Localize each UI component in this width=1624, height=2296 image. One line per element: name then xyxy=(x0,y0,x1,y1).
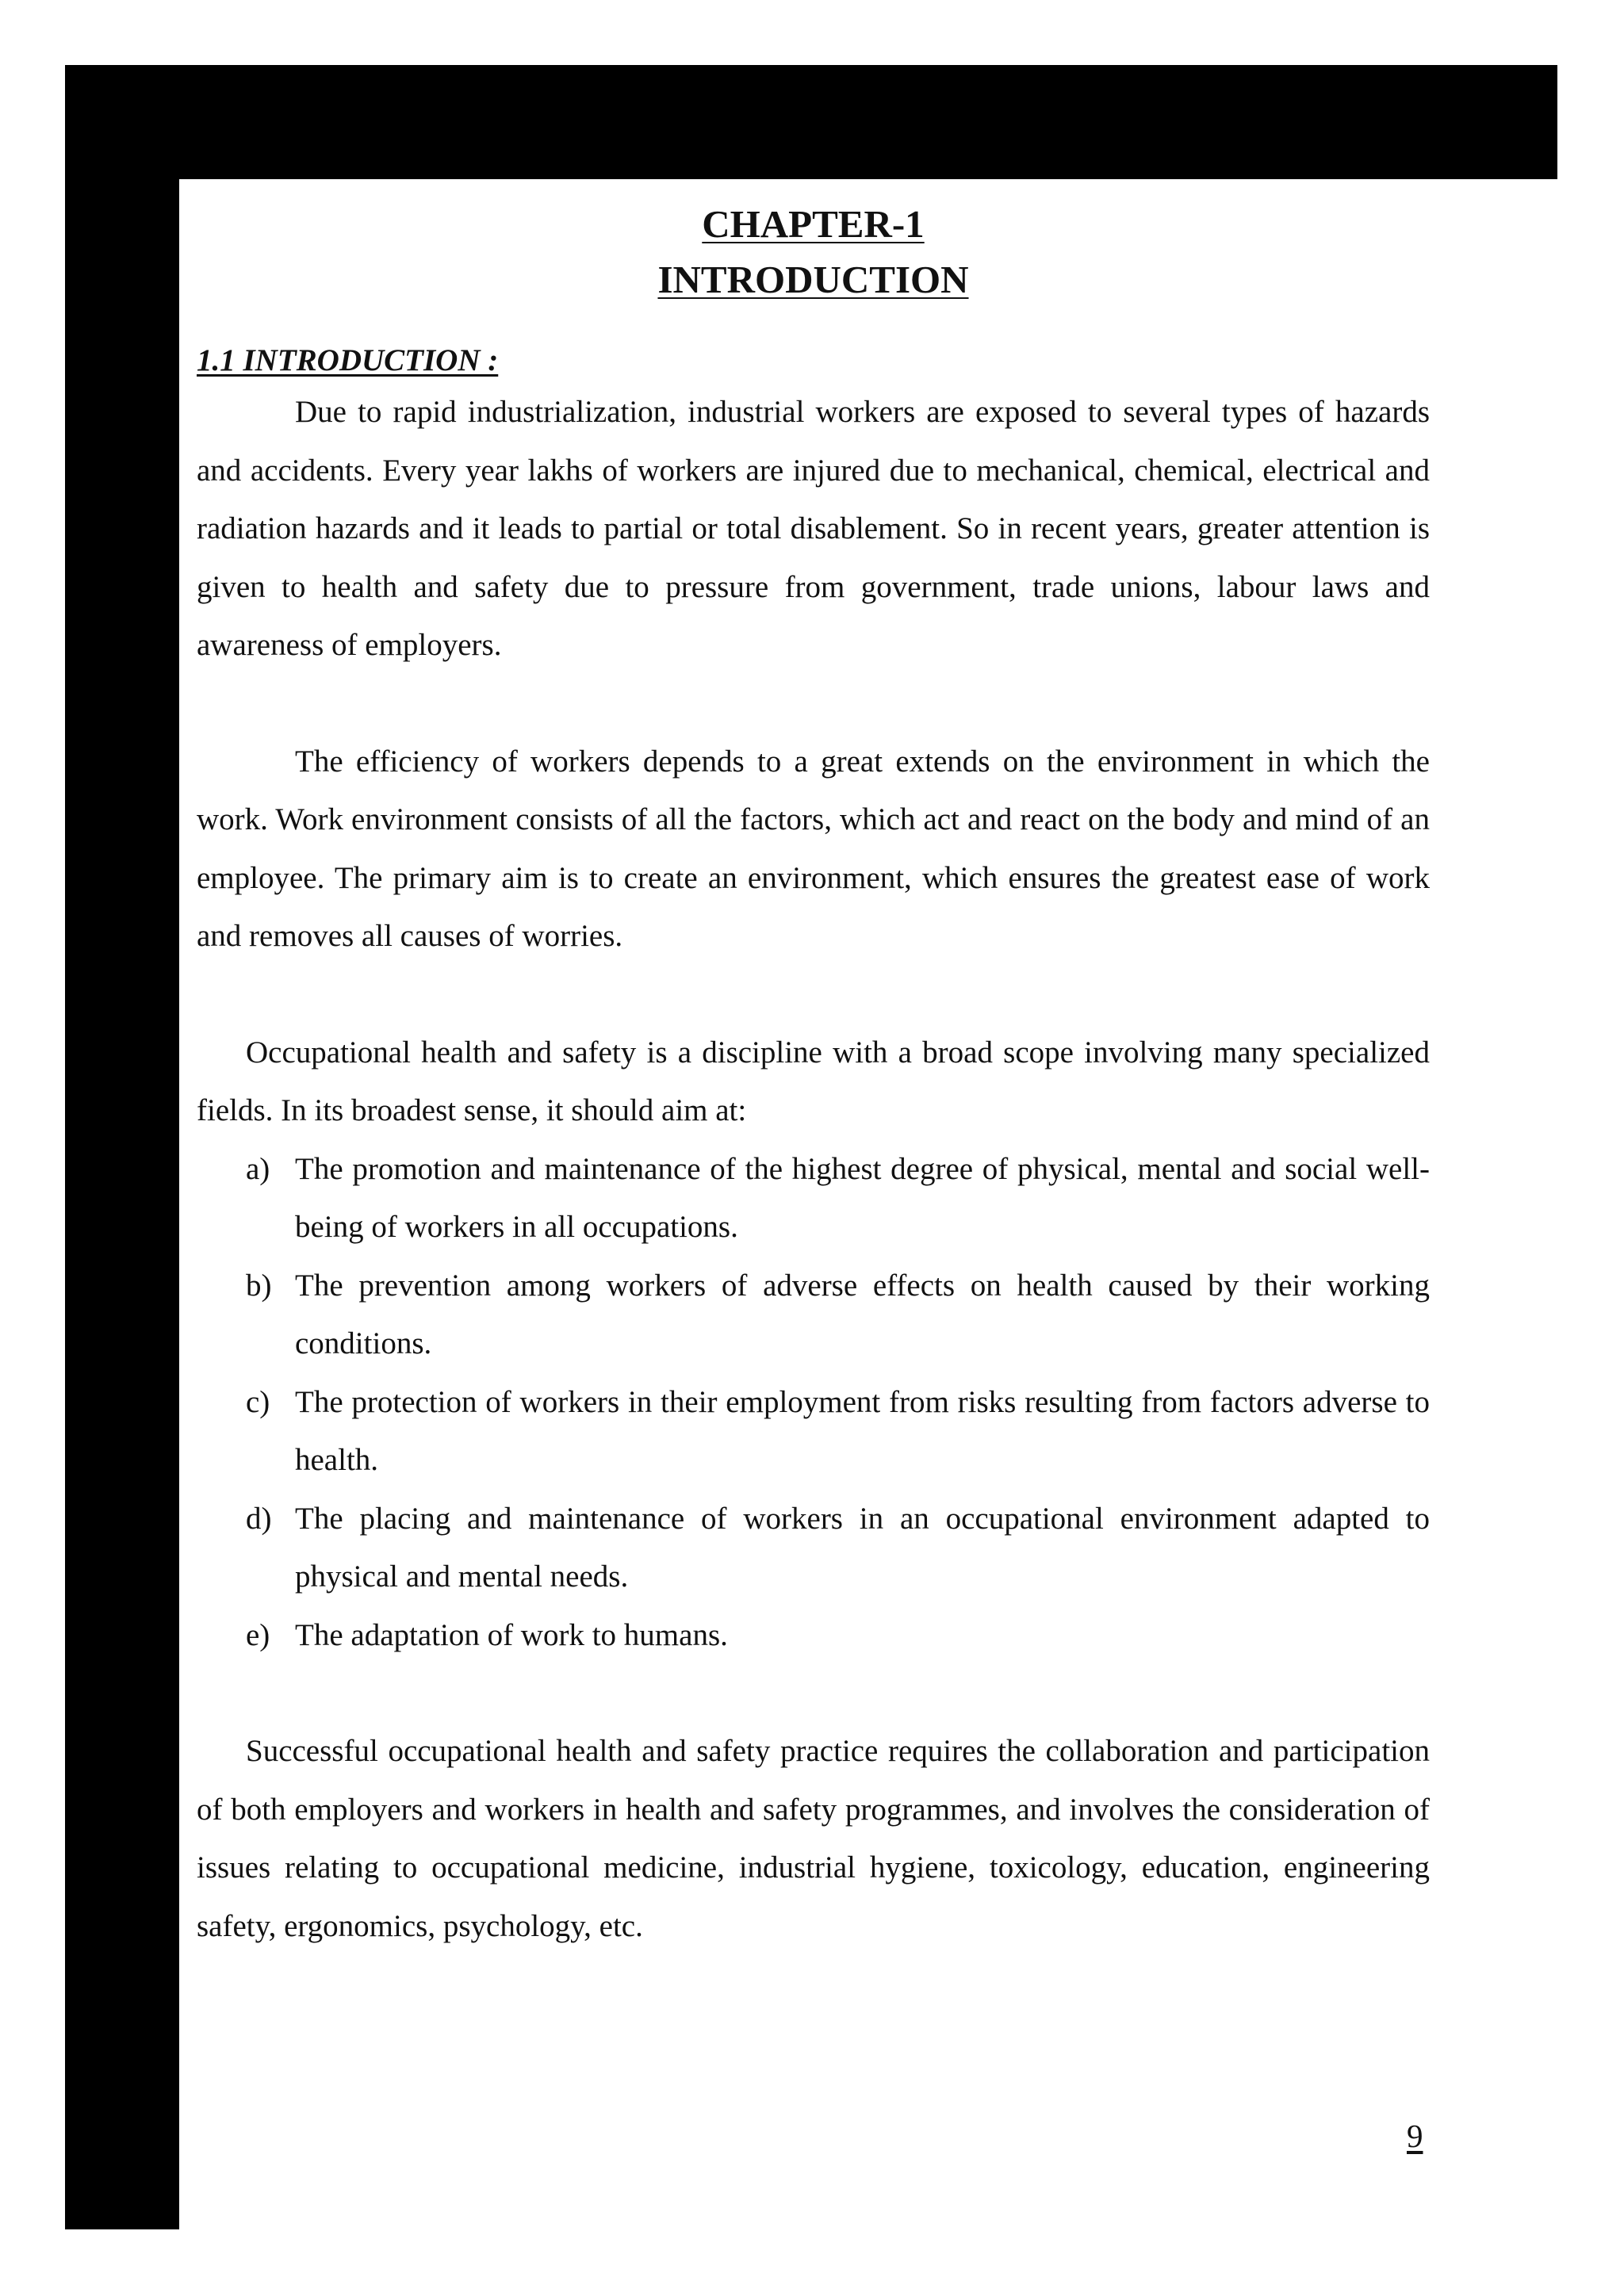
paragraph-industrialization: Due to rapid industrialization, industrial workers are exposed to several types of hazards and accidents. Every year lakhs of workers are injured due to mechanical, chemical, electrical and radiation hazards and it leads to partial or total disablement. So in recent years, greater attention is given to health and safety due to pressure from government, trade unions, labour laws and awareness of employers. xyxy=(197,395,1430,662)
list-marker: a) xyxy=(246,1151,270,1186)
list-marker: c) xyxy=(246,1384,270,1419)
paragraph-successful-practice: Successful occupational health and safety practice requires the collaboration and participation of both employers and workers in health and safety programmes, and involves the consideration of issues relating to occupational medicine, industrial hygiene, toxicology, education, engineering safety, ergonomics, psychology, etc. xyxy=(197,1734,1430,1943)
document-content xyxy=(197,197,1430,1955)
list-item-text: The protection of workers in their employment from risks resulting from factors adverse to health. xyxy=(295,1384,1430,1477)
list-item xyxy=(197,1257,1430,1373)
list-item-text: The prevention among workers of adverse effects on health caused by their working conditions. xyxy=(295,1268,1430,1360)
list-item-text: The adaptation of work to humans. xyxy=(295,1617,728,1652)
page-number: 9 xyxy=(1407,2118,1423,2154)
list-item xyxy=(197,1140,1430,1257)
chapter-label: CHAPTER-1 xyxy=(702,202,925,246)
list-item-text: The placing and maintenance of workers in an occupational environment adapted to physical and mental needs. xyxy=(295,1501,1430,1594)
section-heading: 1.1 INTRODUCTION : xyxy=(197,343,499,377)
list-item-text: The promotion and maintenance of the highest degree of physical, mental and social well-being of workers in all occupations. xyxy=(295,1151,1430,1244)
list-item xyxy=(197,1490,1430,1606)
list-item xyxy=(197,1606,1430,1665)
list-marker: b) xyxy=(246,1268,272,1303)
list-marker: d) xyxy=(246,1501,272,1536)
paragraph-work-environment: The efficiency of workers depends to a great extends on the environment in which the work. Work environment consists of all the factors, which act and react on the body and mind of an employee. The primary aim is to create an environment, which ensures the greatest ease of work and removes all causes of worries. xyxy=(197,744,1430,953)
list-marker: e) xyxy=(246,1617,270,1652)
paragraph-discipline-scope: Occupational health and safety is a discipline with a broad scope involving many specialized fields. In its broadest sense, it should aim at: xyxy=(197,1035,1430,1127)
list-item xyxy=(197,1373,1430,1490)
aims-list xyxy=(197,1140,1430,1665)
chapter-title: INTRODUCTION xyxy=(657,258,969,301)
